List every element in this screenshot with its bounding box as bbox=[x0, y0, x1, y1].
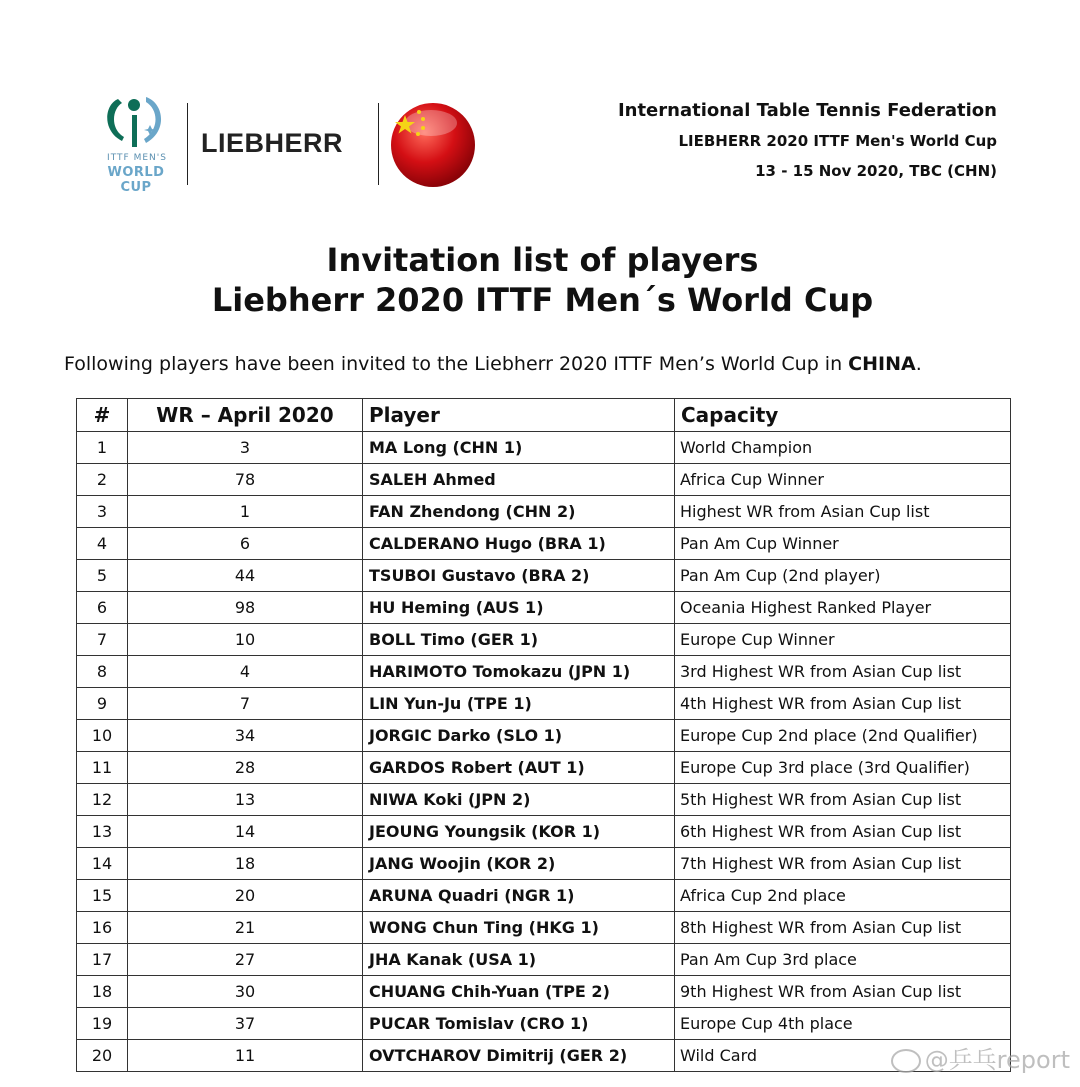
watermark bbox=[891, 1040, 1070, 1075]
table-row bbox=[77, 560, 1011, 592]
table-row bbox=[77, 592, 1011, 624]
row-capacity: Africa Cup 2nd place bbox=[675, 880, 1011, 912]
row-capacity: Europe Cup 2nd place (2nd Qualifier) bbox=[675, 720, 1011, 752]
row-capacity: Europe Cup 3rd place (3rd Qualifier) bbox=[675, 752, 1011, 784]
header-number: # bbox=[77, 399, 128, 432]
row-world-ranking: 6 bbox=[128, 528, 363, 560]
table-row bbox=[77, 528, 1011, 560]
row-player: ARUNA Quadri (NGR 1) bbox=[363, 880, 675, 912]
row-world-ranking: 1 bbox=[128, 496, 363, 528]
row-capacity: 5th Highest WR from Asian Cup list bbox=[675, 784, 1011, 816]
row-capacity: Pan Am Cup (2nd player) bbox=[675, 560, 1011, 592]
row-world-ranking: 10 bbox=[128, 624, 363, 656]
players-table bbox=[76, 398, 1011, 1072]
row-world-ranking: 21 bbox=[128, 912, 363, 944]
event-dates: 13 - 15 Nov 2020, TBC (CHN) bbox=[755, 162, 997, 180]
row-player: JEOUNG Youngsik (KOR 1) bbox=[363, 816, 675, 848]
table-row bbox=[77, 432, 1011, 464]
row-capacity: 6th Highest WR from Asian Cup list bbox=[675, 816, 1011, 848]
row-number: 3 bbox=[77, 496, 128, 528]
table-row bbox=[77, 816, 1011, 848]
row-number: 5 bbox=[77, 560, 128, 592]
intro-end: . bbox=[915, 353, 922, 375]
row-capacity: 8th Highest WR from Asian Cup list bbox=[675, 912, 1011, 944]
row-world-ranking: 98 bbox=[128, 592, 363, 624]
intro-text: Following players have been invited to the Liebherr 2020 ITTF Men’s World Cup in bbox=[64, 353, 843, 375]
row-world-ranking: 37 bbox=[128, 1008, 363, 1040]
china-flag-icon bbox=[389, 101, 477, 193]
liebherr-logo: LIEBHERR bbox=[201, 128, 344, 158]
row-number: 12 bbox=[77, 784, 128, 816]
row-number: 2 bbox=[77, 464, 128, 496]
row-capacity: Pan Am Cup 3rd place bbox=[675, 944, 1011, 976]
row-number: 10 bbox=[77, 720, 128, 752]
row-number: 18 bbox=[77, 976, 128, 1008]
row-number: 7 bbox=[77, 624, 128, 656]
row-player: NIWA Koki (JPN 2) bbox=[363, 784, 675, 816]
row-capacity: World Champion bbox=[675, 432, 1011, 464]
row-capacity: 7th Highest WR from Asian Cup list bbox=[675, 848, 1011, 880]
table-row bbox=[77, 880, 1011, 912]
row-number: 17 bbox=[77, 944, 128, 976]
row-player: CHUANG Chih-Yuan (TPE 2) bbox=[363, 976, 675, 1008]
row-player: LIN Yun-Ju (TPE 1) bbox=[363, 688, 675, 720]
row-world-ranking: 44 bbox=[128, 560, 363, 592]
row-world-ranking: 28 bbox=[128, 752, 363, 784]
row-number: 4 bbox=[77, 528, 128, 560]
row-world-ranking: 3 bbox=[128, 432, 363, 464]
row-player: JHA Kanak (USA 1) bbox=[363, 944, 675, 976]
row-world-ranking: 34 bbox=[128, 720, 363, 752]
row-player: GARDOS Robert (AUT 1) bbox=[363, 752, 675, 784]
world-cup-emblem-icon bbox=[96, 95, 176, 153]
row-capacity: Highest WR from Asian Cup list bbox=[675, 496, 1011, 528]
row-player: CALDERANO Hugo (BRA 1) bbox=[363, 528, 675, 560]
row-capacity: Pan Am Cup Winner bbox=[675, 528, 1011, 560]
row-number: 15 bbox=[77, 880, 128, 912]
row-player: MA Long (CHN 1) bbox=[363, 432, 675, 464]
header-world-ranking: WR – April 2020 bbox=[128, 399, 363, 432]
row-player: JANG Woojin (KOR 2) bbox=[363, 848, 675, 880]
table-row bbox=[77, 944, 1011, 976]
table-row bbox=[77, 496, 1011, 528]
row-capacity: Oceania Highest Ranked Player bbox=[675, 592, 1011, 624]
table-row bbox=[77, 976, 1011, 1008]
row-number: 13 bbox=[77, 816, 128, 848]
row-capacity: 9th Highest WR from Asian Cup list bbox=[675, 976, 1011, 1008]
weibo-icon bbox=[891, 1049, 921, 1073]
row-number: 6 bbox=[77, 592, 128, 624]
row-world-ranking: 18 bbox=[128, 848, 363, 880]
row-capacity: 3rd Highest WR from Asian Cup list bbox=[675, 656, 1011, 688]
row-player: OVTCHAROV Dimitrij (GER 2) bbox=[363, 1040, 675, 1072]
row-number: 14 bbox=[77, 848, 128, 880]
row-world-ranking: 7 bbox=[128, 688, 363, 720]
logo-divider bbox=[378, 103, 379, 185]
row-capacity: Africa Cup Winner bbox=[675, 464, 1011, 496]
table-row bbox=[77, 752, 1011, 784]
world-cup-logo bbox=[88, 95, 183, 195]
table-row bbox=[77, 464, 1011, 496]
event-name: LIEBHERR 2020 ITTF Men's World Cup bbox=[678, 132, 997, 150]
row-number: 8 bbox=[77, 656, 128, 688]
row-player: WONG Chun Ting (HKG 1) bbox=[363, 912, 675, 944]
table-row bbox=[77, 912, 1011, 944]
row-world-ranking: 20 bbox=[128, 880, 363, 912]
table-row bbox=[77, 656, 1011, 688]
page-subtitle: Liebherr 2020 ITTF Men´s World Cup bbox=[211, 281, 874, 319]
table-row bbox=[77, 848, 1011, 880]
header-player: Player bbox=[363, 399, 675, 432]
row-capacity: 4th Highest WR from Asian Cup list bbox=[675, 688, 1011, 720]
row-world-ranking: 78 bbox=[128, 464, 363, 496]
table-row bbox=[77, 1008, 1011, 1040]
row-player: BOLL Timo (GER 1) bbox=[363, 624, 675, 656]
table-row bbox=[77, 720, 1011, 752]
row-number: 9 bbox=[77, 688, 128, 720]
watermark-text: @乒乓report bbox=[924, 1046, 1070, 1074]
row-capacity: Europe Cup 4th place bbox=[675, 1008, 1011, 1040]
row-player: HU Heming (AUS 1) bbox=[363, 592, 675, 624]
row-world-ranking: 14 bbox=[128, 816, 363, 848]
org-name: International Table Tennis Federation bbox=[617, 100, 997, 121]
row-player: FAN Zhendong (CHN 2) bbox=[363, 496, 675, 528]
row-player: PUCAR Tomislav (CRO 1) bbox=[363, 1008, 675, 1040]
row-number: 19 bbox=[77, 1008, 128, 1040]
row-number: 20 bbox=[77, 1040, 128, 1072]
row-player: SALEH Ahmed bbox=[363, 464, 675, 496]
world-cup-logo-line1: ITTF MEN'S bbox=[107, 153, 167, 163]
row-world-ranking: 13 bbox=[128, 784, 363, 816]
row-world-ranking: 11 bbox=[128, 1040, 363, 1072]
row-world-ranking: 27 bbox=[128, 944, 363, 976]
table-row bbox=[77, 784, 1011, 816]
row-number: 11 bbox=[77, 752, 128, 784]
page-title: Invitation list of players bbox=[326, 241, 759, 279]
row-number: 16 bbox=[77, 912, 128, 944]
world-cup-logo-line2: WORLD CUP bbox=[107, 165, 165, 195]
table-row bbox=[77, 688, 1011, 720]
row-number: 1 bbox=[77, 432, 128, 464]
table-row bbox=[77, 624, 1011, 656]
row-world-ranking: 4 bbox=[128, 656, 363, 688]
row-player: TSUBOI Gustavo (BRA 2) bbox=[363, 560, 675, 592]
intro-paragraph bbox=[64, 353, 922, 375]
row-world-ranking: 30 bbox=[128, 976, 363, 1008]
table-header-row bbox=[77, 399, 1011, 432]
row-player: HARIMOTO Tomokazu (JPN 1) bbox=[363, 656, 675, 688]
header-capacity: Capacity bbox=[675, 399, 1011, 432]
row-capacity: Wild Card bbox=[675, 1040, 1011, 1072]
row-capacity: Europe Cup Winner bbox=[675, 624, 1011, 656]
intro-country: CHINA bbox=[848, 353, 916, 375]
logo-divider bbox=[187, 103, 188, 185]
row-player: JORGIC Darko (SLO 1) bbox=[363, 720, 675, 752]
table-row bbox=[77, 1040, 1011, 1072]
